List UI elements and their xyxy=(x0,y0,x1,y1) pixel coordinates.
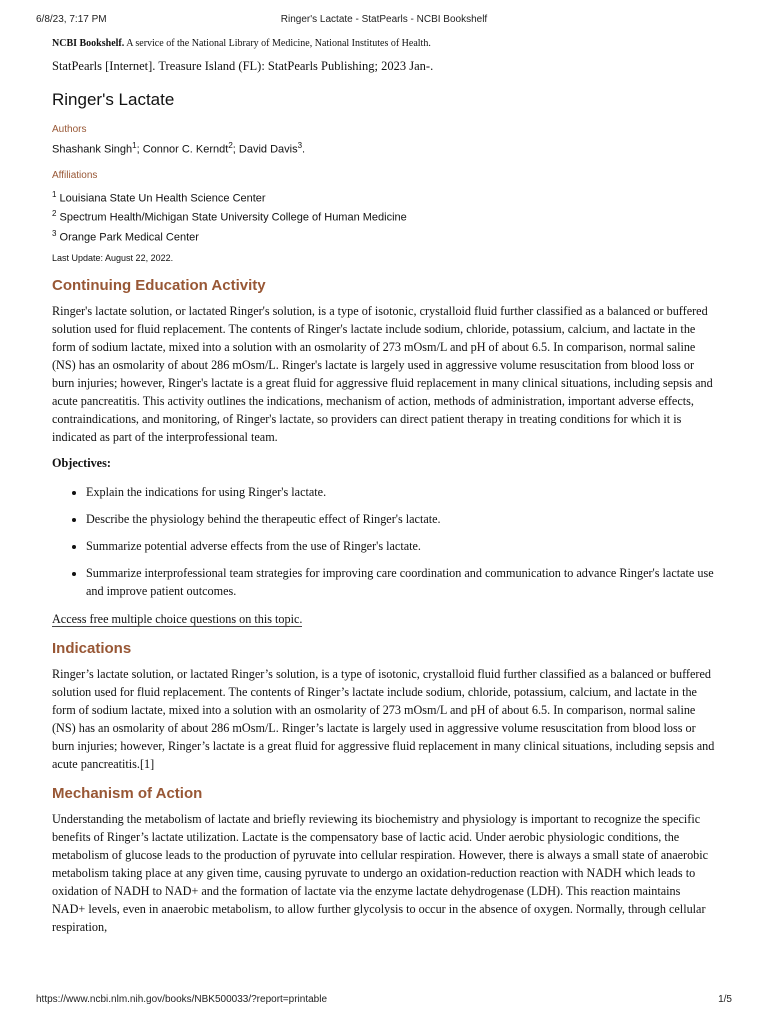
author-separator: ; xyxy=(136,143,143,156)
authors-label: Authors xyxy=(52,124,87,135)
author-affiliation-ref: 2 xyxy=(228,141,233,150)
print-datetime: 6/8/23, 7:17 PM xyxy=(36,14,107,25)
section-title-indications: Indications xyxy=(52,639,132,657)
affiliation-item xyxy=(52,226,716,246)
affiliations-label: Affiliations xyxy=(52,169,98,181)
bookshelf-banner xyxy=(52,38,716,49)
affiliation-item xyxy=(52,187,716,207)
print-page-number: 1/5 xyxy=(718,994,732,1005)
ncbi-bookshelf-name[interactable]: NCBI Bookshelf. xyxy=(52,38,125,49)
affiliation-text: Orange Park Medical Center xyxy=(59,231,199,244)
print-url: https://www.ncbi.nlm.nih.gov/books/NBK500033/?report=printable xyxy=(36,994,328,1005)
objectives-list xyxy=(52,483,716,600)
section-title-mechanism-of-action: Mechanism of Action xyxy=(52,784,203,802)
objective-item: • Summarize interprofessional team strategies for improving care coordination and communication to advance Ringer's lactate use and improve patient outcomes. xyxy=(86,564,716,600)
section-title-continuing-education: Continuing Education Activity xyxy=(52,276,266,294)
mcq-link[interactable]: Access free multiple choice questions on this topic. xyxy=(52,611,303,626)
affiliation-text: Spectrum Health/Michigan State University College of Human Medicine xyxy=(59,211,407,224)
objectives-label: Objectives: xyxy=(52,455,111,470)
affiliation-number: 2 xyxy=(52,209,57,219)
author-name[interactable]: Shashank Singh xyxy=(52,143,133,156)
objective-item: • Describe the physiology behind the therapeutic effect of Ringer's lactate. xyxy=(86,510,716,528)
objective-item: • Explain the indications for using Ringer's lactate. xyxy=(86,483,716,501)
affiliation-number: 3 xyxy=(52,228,57,238)
author-affiliation-ref: 1 xyxy=(132,141,137,150)
page-title: Ringer's Lactate xyxy=(52,90,175,109)
objective-item: • Summarize potential adverse effects from the use of Ringer's lactate. xyxy=(86,537,716,555)
author-name[interactable]: David Davis xyxy=(238,143,298,156)
authors-list xyxy=(52,141,716,156)
author-separator: ; xyxy=(232,143,239,156)
affiliation-text: Louisiana State Un Health Science Center xyxy=(59,192,266,205)
article xyxy=(52,38,716,946)
print-page-title: Ringer's Lactate - StatPearls - NCBI Bookshelf xyxy=(280,14,488,25)
print-footer xyxy=(36,994,732,1010)
last-update: Last Update: August 22, 2022. xyxy=(52,252,174,263)
indications-paragraph: Ringer’s lactate solution, or lactated Ringer’s solution, is a type of isotonic, crystalloid fluid further classified as a balanced or buffered solution used for fluid replacement. The contents of Ringer’s lactate include sodium, chloride, potassium, calcium, and lactate in the form of sodium lactate, mixed into a solution with an osmolarity of 273 mOsm/L and pH of about 6.5. In comparison, normal saline (NS) has an osmolarity of about 286 mOsm/L. Ringer’s lactate is largely used in aggressive volume resuscitation from blood loss or burn injuries; however, Ringer’s lactate is a great fluid for aggressive fluid replacement in many clinical situations, including sepsis and acute pancreatitis.[1] xyxy=(52,666,715,771)
print-header xyxy=(36,14,732,30)
bookshelf-service-text: A service of the National Library of Medicine, National Institutes of Health. xyxy=(126,38,431,49)
mechanism-paragraph: Understanding the metabolism of lactate and briefly reviewing its biochemistry and physiology is important to recognize the specific benefits of Ringer’s lactate utilization. Lactate is the compensatory base of lactic acid. Under aerobic physiologic conditions, the metabolism of glucose leads to the production of pyruvate into cellular respiration. However, there is always a small state of anaerobic metabolism taking place at any given time, causing pyruvate to undergo an oxidation-reduction reaction with NADH which leads to oxidation of NADH to NAD+ and the formation of lactate via the enzyme lactate dehydrogenase (LDH). This reaction maintains NAD+ levels, even in anaerobic metabolism, to allow further glycolysis to occur in the absence of oxygen. Normally, through cellular respiration, xyxy=(52,811,709,934)
mcq-link-wrapper xyxy=(52,610,716,628)
affiliation-item xyxy=(52,206,716,226)
citation: StatPearls [Internet]. Treasure Island (FL): StatPearls Publishing; 2023 Jan-. xyxy=(52,59,434,73)
author-name[interactable]: Connor C. Kerndt xyxy=(142,143,229,156)
author-separator: . xyxy=(302,143,306,156)
affiliation-number: 1 xyxy=(52,189,57,199)
author-affiliation-ref: 3 xyxy=(297,141,303,150)
cea-paragraph: Ringer's lactate solution, or lactated Ringer's solution, is a type of isotonic, crystalloid fluid further classified as a balanced or buffered solution used for fluid replacement. The contents of Ringer's lactate include sodium, chloride, potassium, calcium, and lactate in the form of sodium lactate, mixed into a solution with an osmolarity of 273 mOsm/L and pH of about 6.5. In comparison, normal saline (NS) has an osmolarity of about 286 mOsm/L. Ringer's lactate is largely used in aggressive volume resuscitation from blood loss or burn injuries; however, Ringer's lactate is a great fluid for aggressive fluid replacement in many clinical situations, including sepsis and acute pancreatitis. This activity outlines the indications, mechanism of action, methods of administration, important adverse effects, contraindications, and monitoring, of Ringer's lactate, so providers can direct patient therapy in treating conditions for which it is indicated as part of the interprofessional team. xyxy=(52,303,713,444)
